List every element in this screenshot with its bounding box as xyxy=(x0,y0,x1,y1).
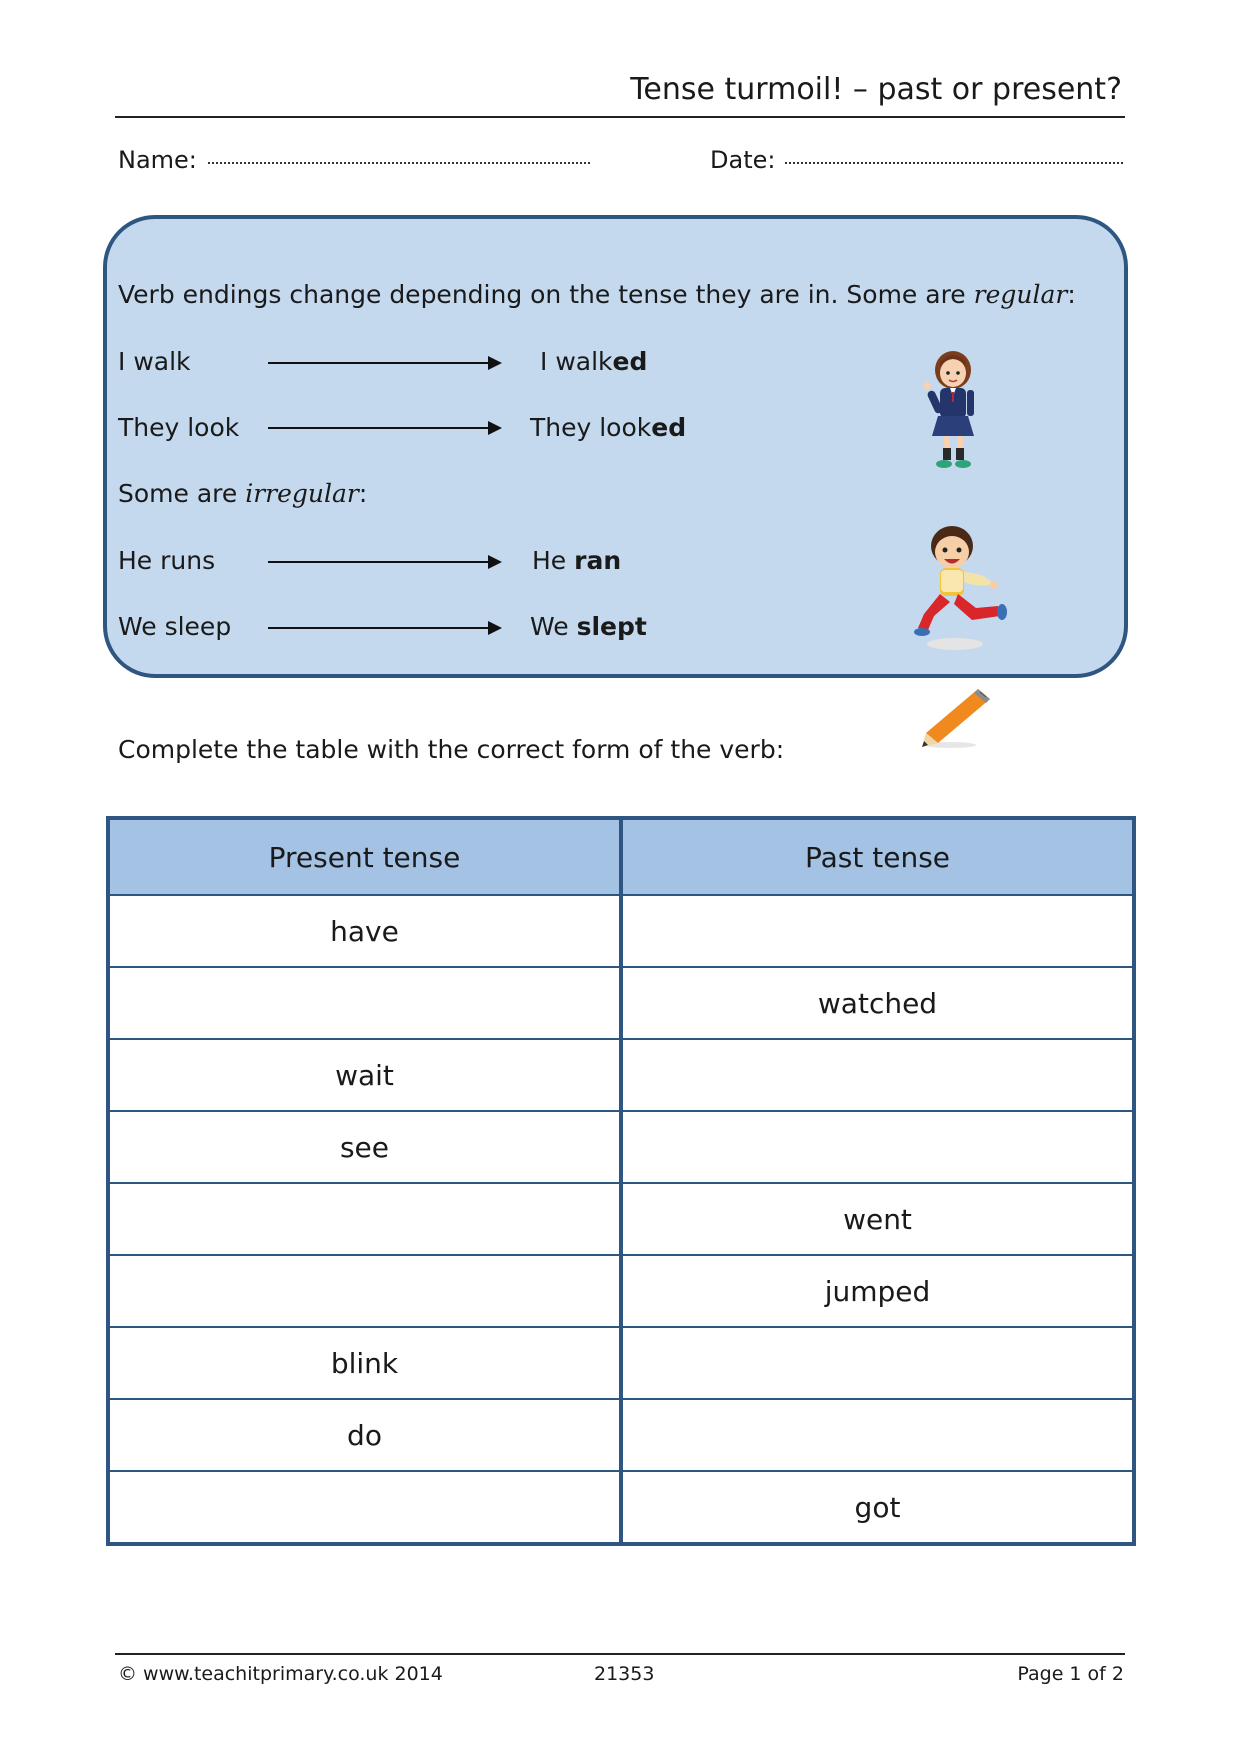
past-cell[interactable] xyxy=(621,1399,1134,1471)
example-past: We slept xyxy=(530,612,647,641)
title-divider xyxy=(115,116,1125,118)
example-present: He runs xyxy=(118,546,216,575)
table-row xyxy=(108,1471,1134,1544)
present-cell[interactable]: have xyxy=(108,895,621,967)
past-cell[interactable]: jumped xyxy=(621,1255,1134,1327)
past-cell[interactable] xyxy=(621,1039,1134,1111)
name-label: Name: xyxy=(118,146,197,174)
boy-icon xyxy=(910,522,1010,652)
past-cell[interactable]: went xyxy=(621,1183,1134,1255)
example-present: We sleep xyxy=(118,612,232,641)
example-past: He ran xyxy=(532,546,622,575)
table-header-row xyxy=(108,818,1134,895)
rules-intro: Verb endings change depending on the tense they are in. Some are regular: xyxy=(118,280,1076,309)
date-label: Date: xyxy=(710,146,776,174)
present-cell[interactable]: wait xyxy=(108,1039,621,1111)
table-row xyxy=(108,1255,1134,1327)
footer-page-number: Page 1 of 2 xyxy=(1017,1663,1124,1685)
instruction-text: Complete the table with the correct form of the verb: xyxy=(118,735,785,764)
pencil-icon xyxy=(920,685,995,750)
footer-divider xyxy=(115,1653,1125,1655)
arrow-icon xyxy=(268,362,500,364)
footer-code: 21353 xyxy=(594,1663,655,1685)
past-cell[interactable]: watched xyxy=(621,967,1134,1039)
arrow-icon xyxy=(268,561,500,563)
column-header-past: Past tense xyxy=(621,818,1134,895)
present-cell[interactable] xyxy=(108,1183,621,1255)
example-present: They look xyxy=(118,413,240,442)
verb-table xyxy=(106,816,1136,1546)
table-row xyxy=(108,1039,1134,1111)
arrow-icon xyxy=(268,627,500,629)
example-past: I walked xyxy=(540,347,648,376)
past-cell[interactable] xyxy=(621,1111,1134,1183)
present-cell[interactable] xyxy=(108,967,621,1039)
table-row xyxy=(108,1399,1134,1471)
present-cell[interactable]: see xyxy=(108,1111,621,1183)
past-cell[interactable] xyxy=(621,895,1134,967)
girl-icon xyxy=(918,348,988,478)
date-field[interactable] xyxy=(785,162,1123,164)
table-row xyxy=(108,895,1134,967)
table-row xyxy=(108,1183,1134,1255)
page-title: Tense turmoil! – past or present? xyxy=(630,72,1122,107)
present-cell[interactable]: blink xyxy=(108,1327,621,1399)
irregular-intro: Some are irregular: xyxy=(118,479,368,508)
example-present: I walk xyxy=(118,347,191,376)
table-row xyxy=(108,1111,1134,1183)
column-header-present: Present tense xyxy=(108,818,621,895)
table-row xyxy=(108,1327,1134,1399)
example-past: They looked xyxy=(530,413,687,442)
present-cell[interactable] xyxy=(108,1255,621,1327)
present-cell[interactable]: do xyxy=(108,1399,621,1471)
footer-copyright: © www.teachitprimary.co.uk 2014 xyxy=(118,1663,443,1685)
table-row xyxy=(108,967,1134,1039)
past-cell[interactable] xyxy=(621,1327,1134,1399)
arrow-icon xyxy=(268,427,500,429)
past-cell[interactable]: got xyxy=(621,1471,1134,1544)
present-cell[interactable] xyxy=(108,1471,621,1544)
name-field[interactable] xyxy=(208,162,590,164)
